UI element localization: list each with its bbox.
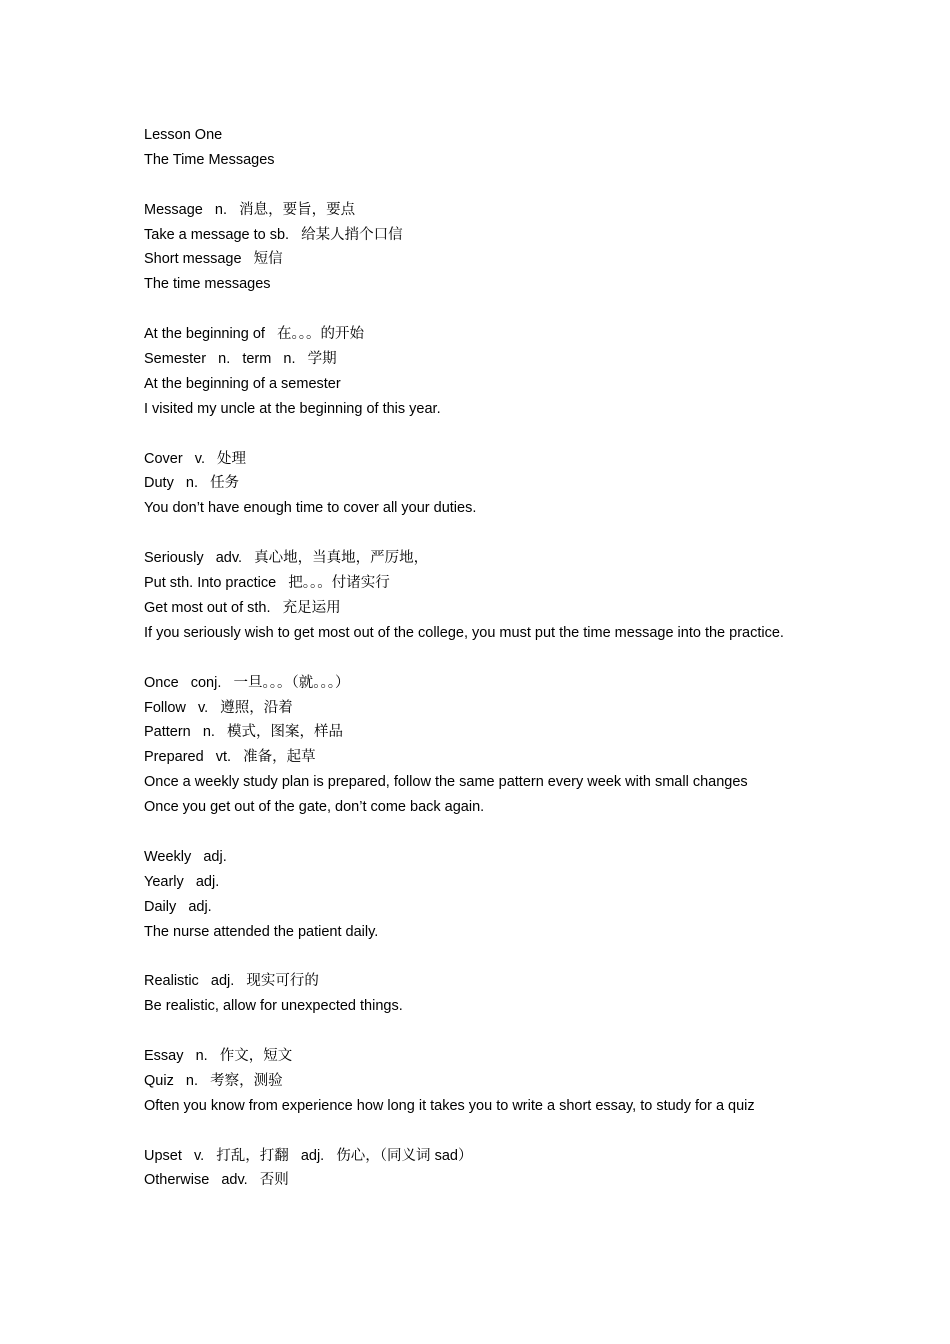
blank-line (144, 1019, 806, 1044)
vocab-line: Put sth. Into practice 把。。。付诸实行 (144, 575, 390, 592)
blank-line (144, 422, 806, 447)
example-sentence: The nurse attended the patient daily. (144, 923, 379, 940)
vocab-line: Short message 短信 (144, 251, 283, 268)
document-page (144, 123, 806, 1193)
vocab-line: Realistic adj. 现实可行的 (144, 973, 319, 990)
example-paragraph: If you seriously wish to get most out of the college, you must put the time message into the practice. (144, 624, 784, 641)
vocab-line: Follow v. 遵照，沿着 (144, 699, 293, 716)
blank-line (144, 1119, 806, 1144)
blank-line (144, 820, 806, 845)
blank-line (144, 173, 806, 198)
blank-line (144, 646, 806, 671)
vocab-line: Upset v. 打乱，打翻 adj. 伤心，（同义词 sad） (144, 1147, 473, 1164)
vocab-line: Quiz n. 考察，测验 (144, 1072, 283, 1089)
example-sentence: Often you know from experience how long it takes you to write a short essay, to study for a quiz (144, 1097, 755, 1114)
vocab-line: At the beginning of 在。。。的开始 (144, 326, 365, 343)
example-sentence: At the beginning of a semester (144, 375, 341, 392)
example-sentence: Once a weekly study plan is prepared, follow the same pattern every week with small changes (144, 774, 748, 791)
vocab-line: Cover v. 处理 (144, 450, 247, 467)
blank-line (144, 944, 806, 969)
vocab-line: Duty n. 任务 (144, 475, 240, 492)
lesson-subtitle: The Time Messages (144, 151, 275, 168)
vocab-line: Take a message to sb. 给某人捎个口信 (144, 226, 403, 243)
lesson-title: Lesson One (144, 127, 223, 143)
vocab-line: Semester n. term n. 学期 (144, 351, 337, 368)
vocab-line: Seriously adv. 真心地，当真地，严厉地， (144, 550, 429, 567)
vocab-line: Get most out of sth. 充足运用 (144, 599, 341, 616)
vocab-line: Weekly adj. (144, 848, 227, 865)
blank-line (144, 521, 806, 546)
vocab-line: Yearly adj. (144, 873, 220, 890)
vocab-line: Pattern n. 模式，图案，样品 (144, 724, 344, 741)
vocab-line: Prepared vt. 准备，起草 (144, 749, 316, 766)
vocab-line: Message n. 消息，要旨，要点 (144, 201, 356, 218)
example-sentence: You don’t have enough time to cover all your duties. (144, 500, 477, 517)
vocab-line: Once conj. 一旦。。。（就。。。） (144, 674, 350, 691)
example-sentence: I visited my uncle at the beginning of this year. (144, 400, 441, 417)
example-sentence: Once you get out of the gate, don’t come back again. (144, 799, 485, 816)
vocab-line: Essay n. 作文，短文 (144, 1047, 293, 1064)
vocab-line: Otherwise adv. 否则 (144, 1172, 289, 1189)
example-sentence: The time messages (144, 276, 271, 293)
blank-line (144, 297, 806, 322)
example-sentence: Be realistic, allow for unexpected things. (144, 998, 403, 1015)
vocab-line: Daily adj. (144, 898, 212, 915)
